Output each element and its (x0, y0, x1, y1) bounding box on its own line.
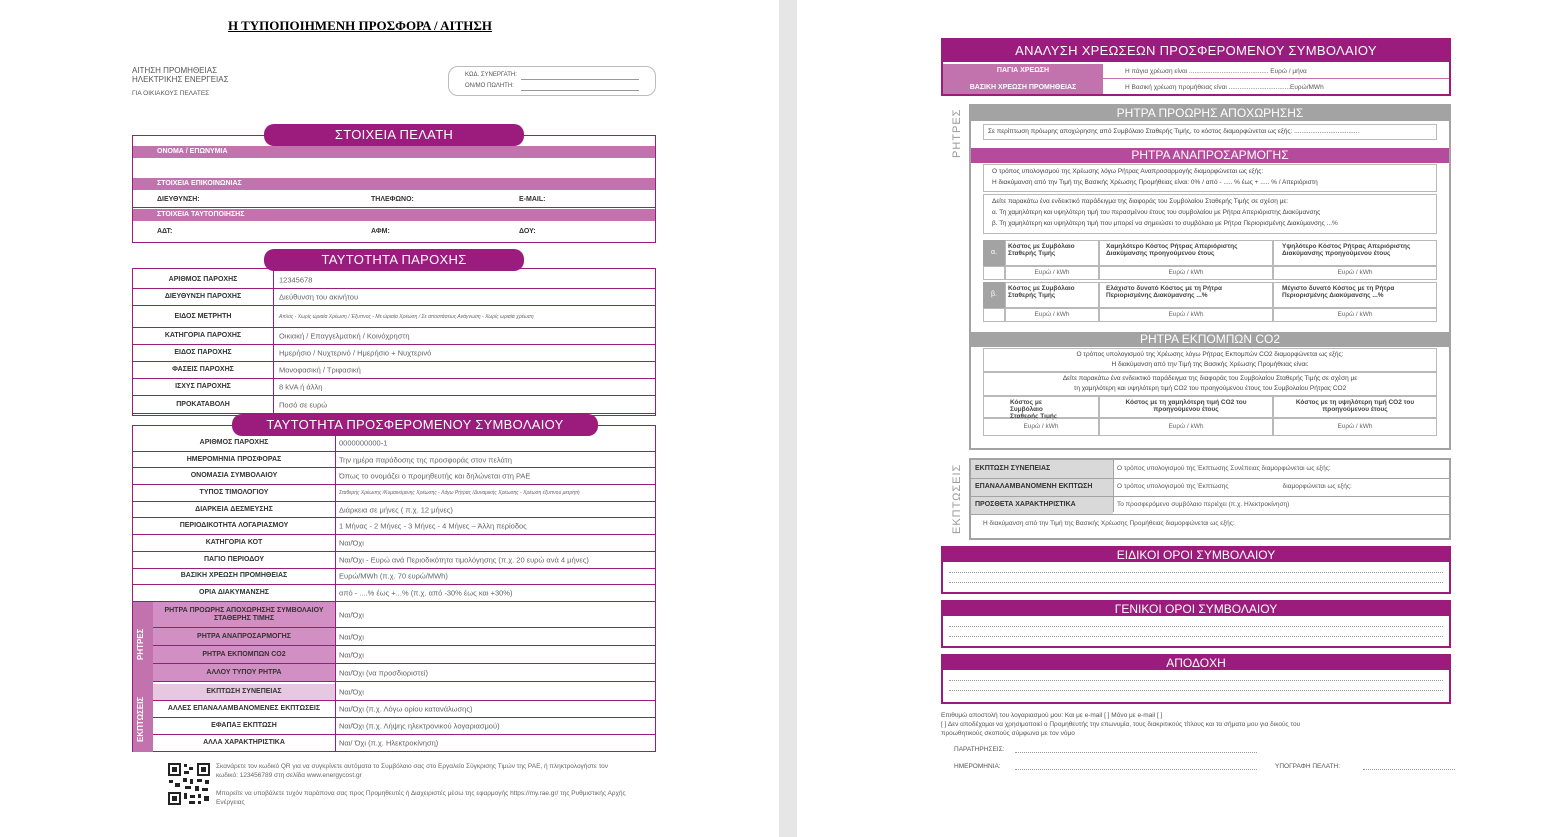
row-label: ΦΑΣΕΙΣ ΠΑΡΟΧΗΣ (172, 366, 234, 373)
row-value[interactable]: Ναι/ Όχι (π.χ. Ηλεκτροκίνηση) (339, 738, 439, 748)
table-row (133, 552, 655, 569)
example-text3: β. Τη χαμηλότερη και υψηλότερη τιμή που μπορεί να σημειώσει το συμβόλαιο με Ρήτρα Περιορισμένης Διακύμανσης ...% (992, 220, 1338, 227)
row-label: ΑΛΛΟΥ ΤΥΠΟΥ ΡΗΤΡΑ (206, 668, 282, 676)
adjustment-title: ΡΗΤΡΑ ΑΝΑΠΡΟΣΑΡΜΟΓΗΣ (971, 148, 1449, 163)
row-label: ΙΣΧΥΣ ΠΑΡΟΧΗΣ (175, 383, 231, 390)
row-value[interactable]: Ναι/Όχι (339, 610, 364, 619)
row-label: ΔΙΕΥΘΥΝΣΗ ΠΑΡΟΧΗΣ (164, 293, 242, 300)
row-value[interactable]: Ναι/Όχι - Ευρώ ανά Περιοδικότητα τιμολόγησης (π.χ. 20 ευρώ ανά 4 μήνες) (339, 555, 589, 565)
row-value[interactable]: Την ημέρα παράδοσης της προσφοράς στον πελάτη (339, 455, 512, 465)
contract-title: ΤΑΥΤΟΤΗΤΑ ΠΡΟΣΦΕΡΟΜΕΝΟΥ ΣΥΜΒΟΛΑΙΟΥ (232, 414, 598, 436)
discounts-side-label: ΕΚΠΤΩΣΕΙΣ (951, 463, 963, 535)
row-label: ΕΙΔΟΣ ΜΕΤΡΗΤΗ (174, 312, 232, 320)
table-a-h3: Υψηλότερο Κόστος Ρήτρας Απεριόριστης Διακύμανσης προηγούμενου έτους (1273, 240, 1437, 266)
table-row (133, 646, 655, 664)
co2-v1: Ευρώ / kWh (983, 418, 1099, 436)
contract-section (132, 425, 656, 752)
co2-text2: Η διακύμανση από την Τιμή της Βασικής Χρέωσης Προμήθειας είναι: (1111, 361, 1309, 368)
table-row (133, 701, 655, 718)
co2-v3: Ευρώ / kWh (1273, 418, 1437, 436)
table-row (133, 519, 655, 536)
row-value[interactable]: Οικιακή / Επαγγελματική / Κοινόχρηστη (279, 331, 410, 341)
header-line2: ΗΛΕΚΤΡΙΚΗΣ ΕΝΕΡΓΕΙΑΣ (132, 75, 229, 84)
qr-instructions: Σκανάρετε τον κωδικό QR για να συγκρίνετε αυτόματα το Συμβόλαιο σας στο Εργαλείο Σύγκρισης Τιμών της ΡΑΕ, ή πληκτρολογήστε τον κωδικό: 123456789 στη σελίδα www.energycost.gr (216, 763, 609, 779)
clauses-section (969, 104, 1451, 450)
row-value[interactable]: Ναι/Όχι (339, 687, 364, 697)
table-row (133, 435, 655, 452)
row-label: ΕΙΔΟΣ ΠΑΡΟΧΗΣ (174, 349, 232, 356)
general-terms-section (941, 600, 1451, 648)
table-b-marker: β. (983, 282, 1005, 308)
table-row (133, 585, 655, 602)
row-label: ΚΑΤΗΓΟΡΙΑ ΚΟΤ (205, 539, 263, 547)
row-label: ΑΡΙΘΜΟΣ ΠΑΡΟΧΗΣ (199, 438, 269, 446)
row-value[interactable]: 1 Μήνας - 2 Μήνες - 3 Μήνες - 4 Μήνες – Άλλη περίοδος (339, 521, 527, 531)
table-b-h2: Ελάχιστο δυνατό Κόστος με τη Ρήτρα Περιορισμένης Διακύμανσης ...% (1099, 282, 1273, 308)
row-value[interactable]: Απλός - Χωρίς ώριαία Χρέωση / Έξυπνος - Με ώριαία Χρέωση / Σε αποστάσεως Ανάγνωση - Χωρίς ωριαία χρέωση (279, 313, 534, 320)
page-gap (779, 0, 797, 837)
row-label: ΔΙΑΡΚΕΙΑ ΔΕΣΜΕΥΣΗΣ (195, 505, 273, 513)
row-value[interactable]: Ναι/Όχι (339, 632, 364, 641)
remarks-field[interactable] (1015, 752, 1257, 753)
table-a-h2: Χαμηλότερο Κόστος Ρήτρας Απεριόριστης Διακύμανσης προηγούμενου έτους (1099, 240, 1273, 266)
row-value[interactable]: 12345678 (279, 275, 313, 285)
row-label: ΡΗΤΡΑ ΑΝΑΠΡΟΣΑΡΜΟΓΗΣ (197, 632, 291, 640)
table-row (133, 289, 655, 306)
early-exit-title: ΡΗΤΡΑ ΠΡΟΩΡΗΣ ΑΠΟΧΩΡΗΣΗΣ (971, 106, 1449, 121)
page-2 (797, 0, 1554, 837)
row-label: ΕΚΠΤΩΣΗ ΣΥΝΕΠΕΙΑΣ (206, 688, 282, 695)
table-a-v3: Ευρώ / kWh (1273, 266, 1437, 280)
document-title: Η ΤΥΠΟΠΟΙΗΜΕΝΗ ΠΡΟΣΦΟΡΑ / ΑΙΤΗΣΗ (228, 18, 492, 33)
adt-label: ΑΔΤ: (157, 228, 173, 235)
table-a-h1: Κόστος με Συμβόλαιο Σταθερής Τιμής (1005, 240, 1099, 266)
row-label: ΤΥΠΟΣ ΤΙΜΟΛΟΓΙΟΥ (199, 488, 269, 496)
date-field[interactable] (1015, 769, 1257, 770)
partner-box (448, 66, 656, 96)
table-row (133, 306, 655, 328)
row-value[interactable]: Ναι/Όχι (339, 538, 364, 548)
side-label-discounts: ΕΚΠΤΩΣΕΙΣ (136, 696, 145, 742)
table-b-v2: Ευρώ / kWh (1099, 308, 1273, 322)
table-b-v3: Ευρώ / kWh (1273, 308, 1437, 322)
acceptance-title: ΑΠΟΔΟΧΗ (943, 656, 1449, 670)
table-row (133, 396, 655, 414)
complaints-text: Μπορείτε να υποβάλετε τυχόν παράπονα σας προς Προμηθευτές ή Διαχειριστές μέσω της εφαρμογής https://my.rae.gr/ της Ρυθμιστικής Αρχής Ενέργειας (216, 790, 626, 806)
row-value[interactable]: Ναι/Όχι (π.χ. Λόγω ορίου κατανάλωσης) (339, 704, 473, 714)
co2-text4: τη χαμηλότερη και υψηλότερη τιμή CO2 του προηγούμενου έτους του Συμβολαίου Ρήτρας CO2 (1073, 385, 1347, 392)
consent-text-2: προωθητικούς σκοπούς σύμφωνα με τον νόμο (941, 730, 1075, 737)
row-label: ΠΑΓΙΟ ΠΕΡΙΟΔΟΥ (203, 555, 264, 563)
early-exit-text: Σε περίπτωση πρόωρης αποχώρησης από Συμβόλαιο Σταθερής Τιμής, το κόστος διαμορφώνεται ως εξής: .................................... (983, 124, 1437, 140)
partner-code-label: ΚΩΔ. ΣΥΝΕΡΓΑΤΗ: (465, 72, 517, 78)
row-value[interactable]: Σταθερής Χρέωσης /Κυμαινόμενης Χρέωσης - Λόγω Ρήτρας /Δυναμικής Χρέωσης - Χρέωση έξυπνου μετρητή (339, 489, 580, 496)
table-row (133, 569, 655, 586)
extra-features-text: Το προσφερόμενο συμβόλαιο περιέχει (π.χ. Ηλεκτροκίνηση) (1117, 501, 1290, 508)
supply-title: ΤΑΥΤΟΤΗΤΑ ΠΑΡΟΧΗΣ (264, 249, 524, 271)
recurring-discount-text: Ο τρόπος υπολογισμού της Έκπτωσης διαμορφώνεται ως εξής: (1117, 483, 1352, 490)
row-value[interactable]: από - ....% έως +...% (π.χ. από -30% έως και +30%) (339, 588, 513, 598)
table-row (133, 468, 655, 485)
co2-text1: Ο τρόπος υπολογισμού της Χρέωσης λόγω Ρήτρας Εκπομπών CO2 διαμορφώνεται ως εξής: (1076, 351, 1344, 358)
signature-field[interactable] (1363, 769, 1455, 770)
table-row (133, 535, 655, 552)
qr-code-icon (167, 762, 211, 806)
example-text2: α. Τη χαμηλότερη και υψηλότερη τιμή του περασμένου έτους του συμβολαίου με Ρήτρα Απεριόριστης Διακύμανσης (992, 209, 1321, 216)
row-label: ΑΛΛΕΣ ΕΠΑΝΑΛΑΜΒΑΝΟΜΕΝΕΣ ΕΚΠΤΩΣΕΙΣ (167, 705, 321, 712)
row-label: ΑΡΙΘΜΟΣ ΠΑΡΟΧΗΣ (168, 276, 238, 283)
table-row (133, 718, 655, 735)
row-value[interactable]: Ναι/Όχι (π.χ. Λήψης ηλεκτρονικού λογαριασμού) (339, 721, 500, 731)
fixed-charge-label: ΠΑΓΙΑ ΧΡΕΩΣΗ (996, 67, 1050, 74)
special-terms-title: ΕΙΔΙΚΟΙ ΟΡΟΙ ΣΥΜΒΟΛΑΙΟΥ (943, 548, 1449, 562)
row-value[interactable]: Ευρώ/MWh (π.χ. 70 ευρώ/MWh) (339, 571, 448, 581)
customer-name-field[interactable] (133, 158, 655, 178)
table-row (133, 345, 655, 362)
table-row (133, 328, 655, 345)
customer-title: ΣΤΟΙΧΕΙΑ ΠΕΛΑΤΗ (264, 124, 524, 146)
co2-text3: Δείτε παρακάτω ένα ενδεικτικό παράδειγμα της διαφοράς του Συμβολαίου Σταθερής Τιμής σε σχέση με (1062, 375, 1358, 382)
row-label: ΟΡΙΑ ΔΙΑΚΥΜΑΝΣΗΣ (199, 589, 269, 597)
remarks-label: ΠΑΡΑΤΗΡΗΣΕΙΣ: (954, 746, 1005, 753)
general-terms-title: ΓΕΝΙΚΟΙ ΟΡΟΙ ΣΥΜΒΟΛΑΙΟΥ (943, 602, 1449, 616)
adjustment-text2: Η διακύμανση από την Τιμή της Βασικής Χρέωσης Προμήθειας είναι: 0% / από - ..... % έως + ..... % / Απεριόριστη (992, 179, 1318, 186)
afm-label: ΑΦΜ: (371, 228, 390, 235)
date-label: ΗΜΕΡΟΜΗΝΙΑ: (954, 763, 1001, 770)
doy-label: ΔΟΥ: (519, 228, 536, 235)
table-row (133, 272, 655, 289)
recurring-discount-label: ΕΠΑΝΑΛΑΜΒΑΝΟΜΕΝΗ ΕΚΠΤΩΣΗ (975, 483, 1093, 490)
table-row (133, 735, 655, 752)
discounts-section (969, 458, 1451, 540)
table-row (133, 362, 655, 379)
row-label: ΟΝΟΜΑΣΙΑ ΣΥΜΒΟΛΑΙΟΥ (190, 472, 278, 480)
table-row (133, 485, 655, 502)
clauses-side-label: ΡΗΤΡΕΣ (951, 108, 963, 158)
billing-preference: Επιθυμώ αποστολή του λογαριασμού μου: Και με e-mail [ ] Μόνο με e-mail [ ] (941, 712, 1163, 719)
row-label: ΕΦΑΠΑΞ ΕΚΠΤΩΣΗ (211, 722, 277, 729)
row-value[interactable]: 0000000000-1 (339, 438, 388, 448)
table-row (133, 379, 655, 396)
row-value[interactable]: Διάρκεια σε μήνες ( π.χ. 12 μήνες) (339, 505, 453, 515)
side-label-clauses: ΡΗΤΡΕΣ (136, 628, 145, 660)
table-a-v2: Ευρώ / kWh (1099, 266, 1273, 280)
table-b-h3: Μέγιστο δυνατό Κόστος με τη Ρήτρα Περιορισμένης Διακύμανσης ...% (1273, 282, 1437, 308)
contact-band: ΣΤΟΙΧΕΙΑ ΕΠΙΚΟΙΝΩΝΙΑΣ (133, 178, 655, 190)
header-line3: ΓΙΑ ΟΙΚΙΑΚΟΥΣ ΠΕΛΑΤΕΣ (132, 90, 210, 97)
header-line1: ΑΙΤΗΣΗ ΠΡΟΜΗΘΕΙΑΣ (132, 66, 218, 75)
table-row (133, 602, 655, 628)
table-a-marker: α. (983, 240, 1005, 266)
customer-name-label: ΟΝΟΜΑ / ΕΠΩΝΥΜΙΑ (133, 146, 655, 158)
charges-section (941, 38, 1451, 96)
extra-features-label: ΠΡΟΣΘΕΤΑ ΧΑΡΑΚΤΗΡΙΣΤΙΚΑ (975, 501, 1076, 508)
row-value[interactable]: Μονοφασική / Τριφασική (279, 365, 361, 375)
row-label: ΠΡΟΚΑΤΑΒΟΛΗ (176, 400, 230, 408)
co2-h2: Κόστος με τη χαμηλότερη τιμή CO2 του προηγούμενου έτους (1099, 396, 1273, 418)
row-value[interactable]: Ναι/Όχι (339, 650, 364, 659)
consistency-discount-text: Ο τρόπος υπολογισμού της Έκπτωσης Συνέπειας διαμορφώνεται ως εξής: (1117, 465, 1331, 472)
row-value[interactable]: Όπως το ονομάζει ο προμηθευτής και δηλώνεται στη ΡΑΕ (339, 471, 531, 481)
special-terms-section (941, 546, 1451, 594)
table-b-v1: Ευρώ / kWh (1005, 308, 1099, 322)
table-row (133, 452, 655, 469)
table-b-h1: Κόστος με Συμβόλαιο Σταθερής Τιμής (1005, 282, 1099, 308)
signature-label: ΥΠΟΓΡΑΦΗ ΠΕΛΑΤΗ: (1275, 763, 1341, 770)
adjustment-text1: Ο τρόπος υπολογισμού της Χρέωσης λόγω Ρήτρας Αναπροσαρμογής διαμορφώνεται ως εξής: (992, 168, 1264, 175)
row-value[interactable]: Ημερήσιο / Νυχτερινό / Ημερήσιο + Νυχτερινό (279, 348, 432, 358)
row-value[interactable]: 8 kVA ή άλλη (279, 382, 323, 392)
row-label: ΗΜΕΡΟΜΗΝΙΑ ΠΡΟΣΦΟΡΑΣ (186, 455, 282, 463)
row-label: ΠΕΡΙΟΔΙΚΟΤΗΤΑ ΛΟΓΑΡΙΑΣΜΟΥ (179, 522, 289, 530)
customer-section (132, 135, 656, 243)
email-label: E-MAIL: (519, 196, 546, 203)
table-row (133, 502, 655, 519)
co2-v2: Ευρώ / kWh (1099, 418, 1273, 436)
row-value[interactable]: Ποσό σε ευρώ (279, 400, 328, 409)
co2-h1: Κόστος με Συμβόλαιο Σταθερής Τιμής (983, 396, 1099, 418)
fixed-charge-value: Η πάγια χρέωση είναι ............................................ Ευρώ / μήνα (1125, 68, 1307, 75)
acceptance-section (941, 654, 1451, 704)
consistency-discount-label: ΕΚΠΤΩΣΗ ΣΥΝΕΠΕΙΑΣ (975, 465, 1051, 472)
co2-title: ΡΗΤΡΑ ΕΚΠΟΜΠΩΝ CO2 (971, 332, 1449, 347)
phone-label: ΤΗΛΕΦΩΝΟ: (371, 196, 414, 203)
variation-text: Η διακύμανση από την Τιμή της Βασικής Χρέωσης Προμήθειας διαμορφώνεται ως εξής: (983, 520, 1235, 527)
row-value[interactable]: Ναι/Όχι (να προσδιοριστεί) (339, 668, 428, 677)
address-label: ΔΙΕΥΘΥΝΣΗ: (157, 196, 200, 203)
supply-section (132, 268, 656, 416)
co2-h3: Κόστος με τη υψηλότερη τιμή CO2 του προηγούμενου έτους (1273, 396, 1437, 418)
table-row (133, 664, 655, 682)
row-label: ΡΗΤΡΑ ΕΚΠΟΜΠΩΝ CO2 (202, 650, 286, 658)
basic-charge-label: ΒΑΣΙΚΗ ΧΡΕΩΣΗ ΠΡΟΜΗΘΕΙΑΣ (969, 84, 1077, 91)
row-label: ΚΑΤΗΓΟΡΙΑ ΠΑΡΟΧΗΣ (164, 332, 242, 339)
table-a-v1: Ευρώ / kWh (1005, 266, 1099, 280)
identity-row (133, 222, 655, 240)
charges-title: ΑΝΑΛΥΣΗ ΧΡΕΩΣΕΩΝ ΠΡΟΣΦΕΡΟΜΕΝΟΥ ΣΥΜΒΟΛΑΙΟΥ (943, 40, 1449, 62)
row-label: ΒΑΣΙΚΗ ΧΡΕΩΣΗ ΠΡΟΜΗΘΕΙΑΣ (180, 572, 288, 580)
row-label: ΡΗΤΡΑ ΠΡΟΩΡΗΣ ΑΠΟΧΩΡΗΣΗΣ ΣΥΜΒΟΛΑΙΟΥ ΣΤΑΘΕΡΗΣ ΤΙΜΗΣ (164, 606, 324, 622)
table-row (133, 628, 655, 646)
contact-row (133, 190, 655, 208)
row-value[interactable]: Διεύθυνση του ακινήτου (279, 292, 359, 302)
table-row (133, 684, 655, 701)
seller-name-label: ΟΝ/ΜΟ ΠΩΛΗΤΗ: (465, 83, 514, 89)
consent-text: [ ] Δεν αποδέχομαι να χρησιμοποιεί ο Προμηθευτής την επωνυμία, τους διακριτικούς τίτλους και τα σήματα μου για δικούς του (941, 721, 1301, 728)
example-text1: Δείτε παρακάτω ένα ενδεικτικό παράδειγμα της διαφοράς του Συμβολαίου Σταθερής Τιμής σε σχέση με: (992, 198, 1289, 205)
row-label: ΑΛΛΑ ΧΑΡΑΚΤΗΡΙΣΤΙΚΑ (203, 739, 285, 746)
identity-band: ΣΤΟΙΧΕΙΑ ΤΑΥΤΟΠΟΙΗΣΗΣ (133, 209, 655, 221)
basic-charge-value: Η Βασική χρέωση προμήθειας είναι ..................................Ευρώ/MWh (1125, 84, 1324, 91)
